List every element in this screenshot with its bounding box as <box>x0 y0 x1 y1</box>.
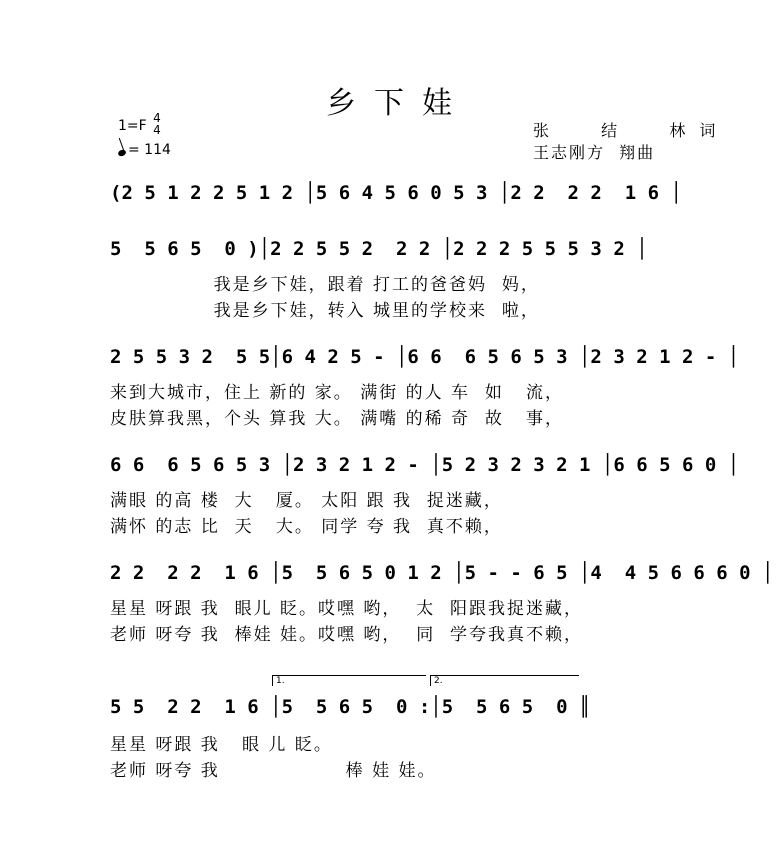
volta-second-ending: 2. <box>430 675 579 686</box>
key-label: 1=F <box>118 118 147 134</box>
notation-line-1: (2 5 1 2 2 5 1 2 │5 6 4 5 6 0 5 3 │2 2 2 2 1 6 │ <box>110 182 682 204</box>
lyricist-credit: 张 结 林词 <box>533 121 730 140</box>
notation-line-3: 2 5 5 3 2 5 5│6 4 2 5 - │6 6 6 5 6 5 3 │2 3 2 1 2 - │ <box>110 346 740 368</box>
time-top: 4 <box>153 111 161 125</box>
notation-line-2: 5 5 6 5 0 )│2 2 5 5 2 2 2 │2 2 2 5 5 5 3 2 │ <box>110 238 648 260</box>
notation-line-5: 2 2 2 2 1 6 │5 5 6 5 0 1 2 │5 - - 6 5 │4 4 5 6 6 6 0 │ <box>110 562 774 584</box>
lyrics-line-3-verse-2: 皮肤算我黑，个头 算我 大。 满嘴 的稀 奇 故 事， <box>110 409 565 429</box>
lyrics-line-3-verse-1: 来到大城市，住上 新的 家。 满街 的人 车 如 流， <box>110 383 565 403</box>
lyrics-line-4-verse-1: 满眼 的高 楼 大 厦。 太阳 跟 我 捉迷藏， <box>110 491 503 511</box>
volta-first-ending: 1. <box>272 675 426 686</box>
time-signature <box>151 112 163 136</box>
time-bottom: 4 <box>153 123 161 137</box>
song-title: 乡下娃 <box>326 86 470 121</box>
composer-credit: 王志刚方 翔曲 <box>533 143 656 162</box>
quarter-note-icon <box>117 149 127 157</box>
lyrics-line-2-verse-1: 我是乡下娃，跟着 打工的爸爸妈 妈， <box>110 275 540 295</box>
tempo-value: = 114 <box>128 142 171 158</box>
lyrics-line-5-verse-2: 老师 呀夸 我 棒娃 娃。哎嘿 哟， 同 学夸我真不赖， <box>110 625 584 645</box>
notation-line-6: 5 5 2 2 1 6 │5 5 6 5 0 :│5 5 6 5 0 ║ <box>110 696 591 718</box>
lyrics-line-5-verse-1: 星星 呀跟 我 眼儿 眨。哎嘿 哟， 太 阳跟我捉迷藏， <box>110 599 584 619</box>
key-signature <box>118 111 161 137</box>
lyrics-line-6-verse-2: 老师 呀夸 我 棒 娃 娃。 <box>110 761 437 781</box>
lyrics-line-2-verse-2: 我是乡下娃，转入 城里的学校来 啦， <box>110 301 540 321</box>
lyrics-line-4-verse-2: 满怀 的志 比 天 大。 同学 夸 我 真不赖， <box>110 517 503 537</box>
lyrics-line-6-verse-1: 星星 呀跟 我 眼 儿 眨。 <box>110 735 333 755</box>
notation-line-4: 6 6 6 5 6 5 3 │2 3 2 1 2 - │5 2 3 2 3 2 1 │6 6 5 6 0 │ <box>110 454 740 476</box>
tempo-mark <box>118 142 171 158</box>
